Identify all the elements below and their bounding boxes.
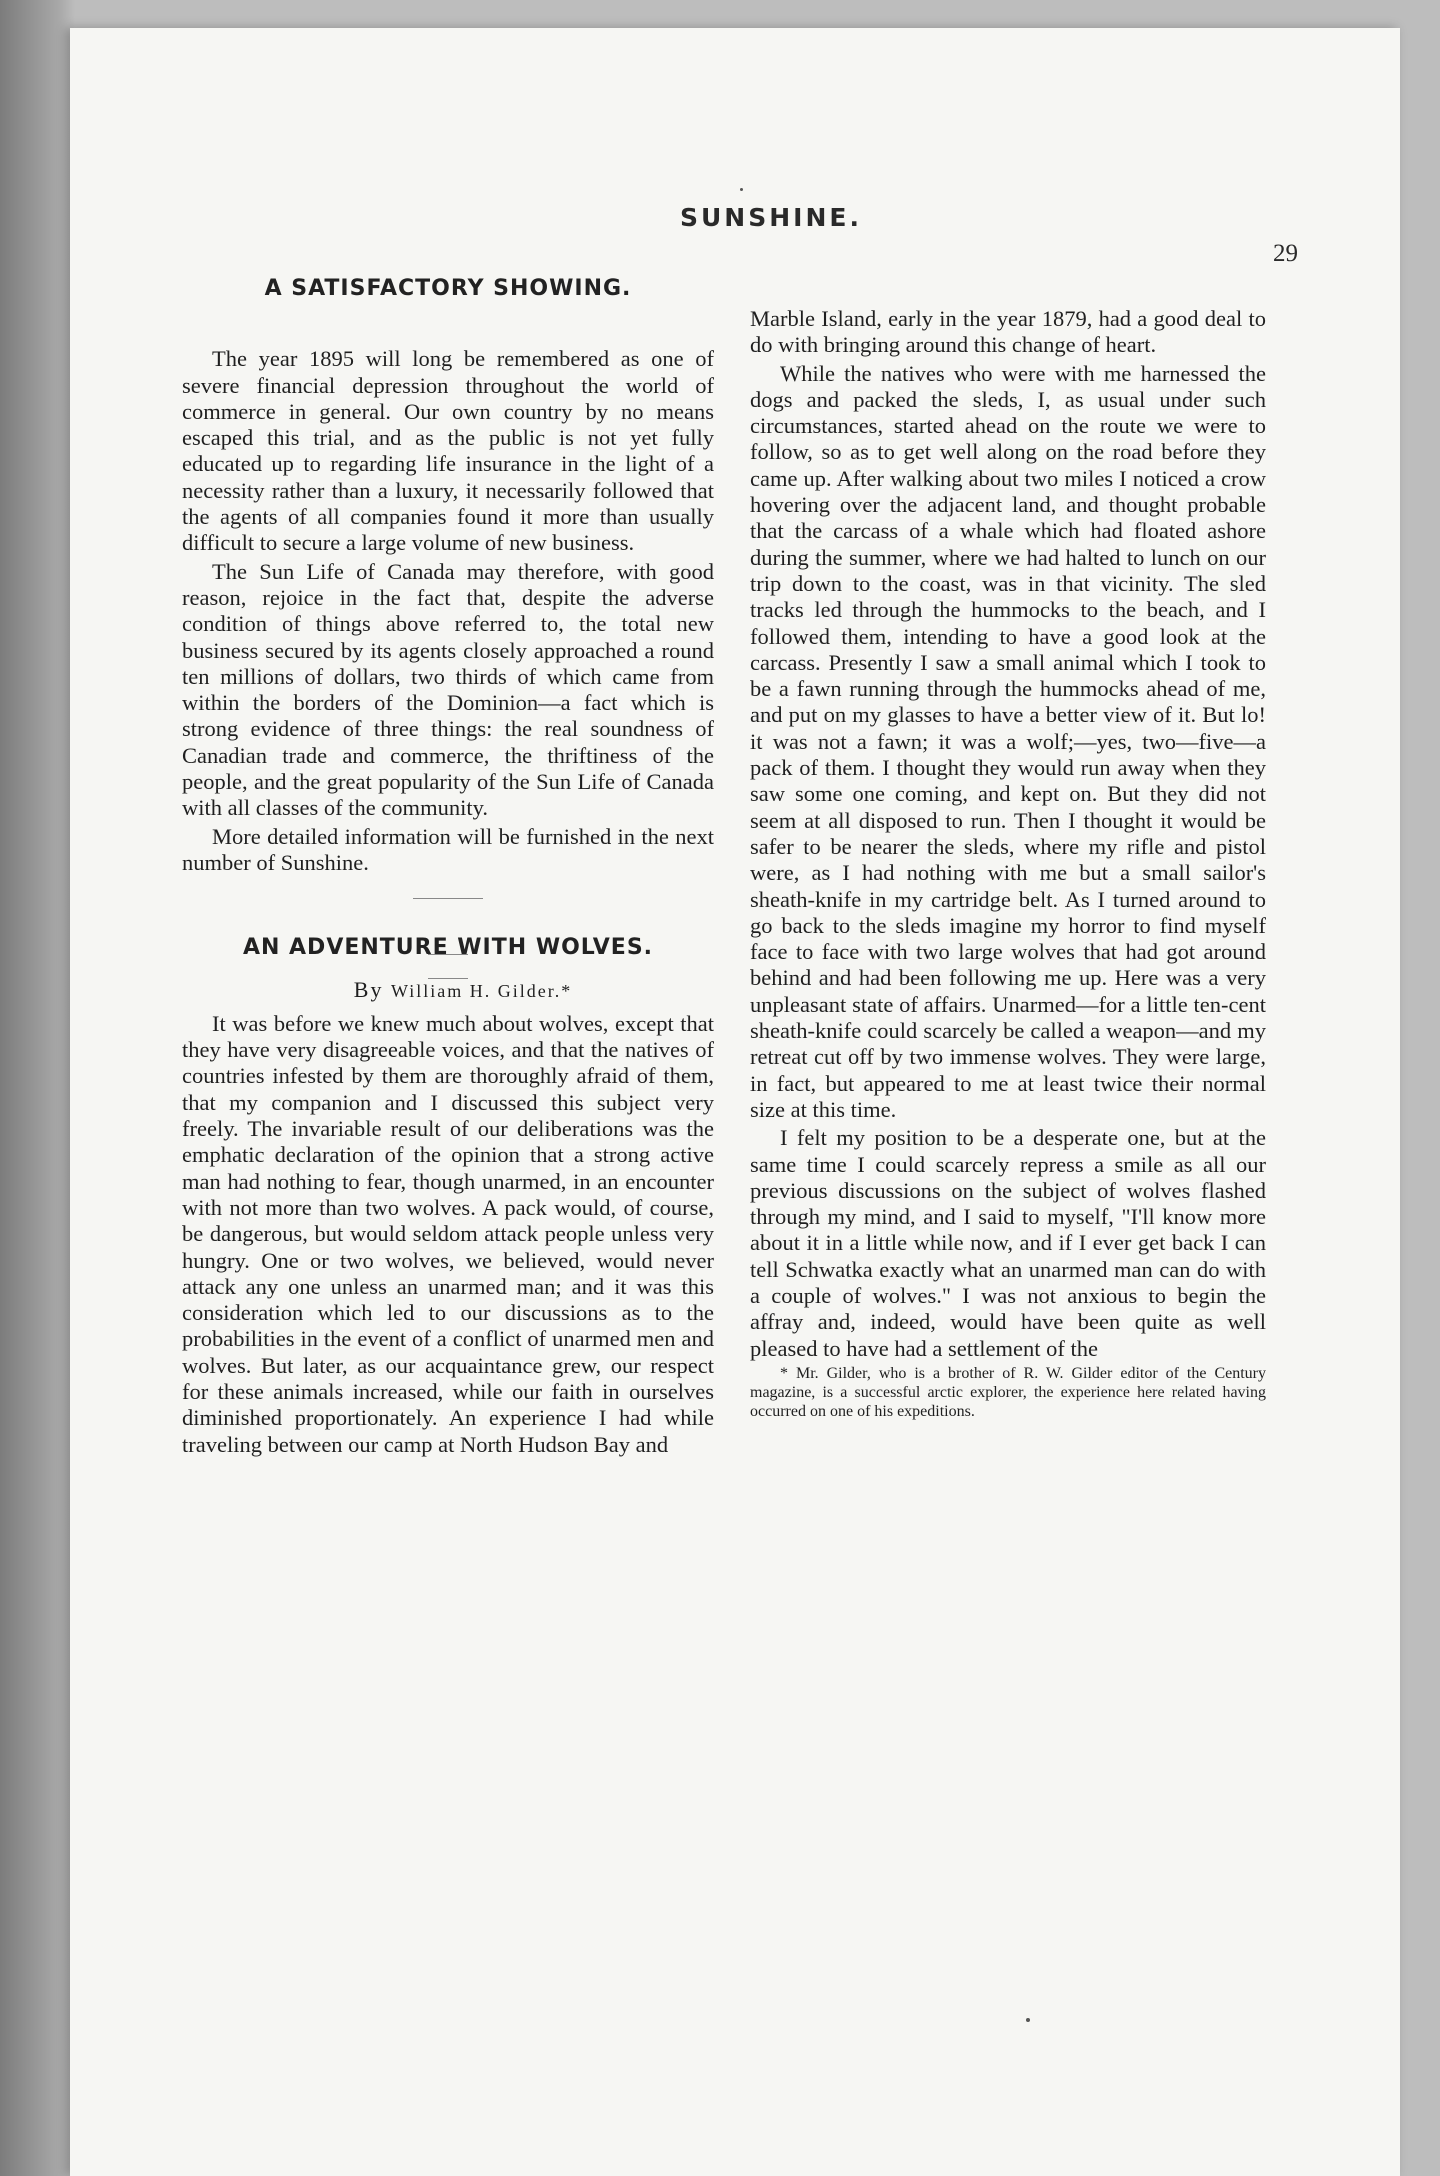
article2-paragraph-1: It was before we knew much about wolves, except that they have very disagreeable voices, and that the natives of countries infested by them are thoroughly afraid of them, that my companion and I discussed this subject very freely. The invariable result of our deliberations was the emphatic declaration of the opinion that a strong active man had nothing to fear, though unarmed, in an encounter with not more than two wolves. A pack would, of course, be dangerous, but would seldom attack people unless very hungry. One or two wolves, we believed, would never attack any one unless an unarmed man; and it was this consideration which led to our discussions as to the probabilities in the event of a conflict of unarmed men and wolves. But later, as our acquaintance grew, our respect for these animals increased, while our faith in ourselves diminished proportionately. An experience I had while traveling between our camp at North Hudson Bay and xyxy=(182,1010,714,1457)
page-number: 29 xyxy=(1273,240,1298,267)
left-column xyxy=(182,276,714,1458)
article-title-satisfactory-showing: A SATISFACTORY SHOWING. xyxy=(264,276,632,301)
scan-speck xyxy=(1026,2018,1030,2022)
scan-speck xyxy=(740,188,743,191)
article-title-adventure-with-wolves: AN ADVENTURE WITH WOLVES. xyxy=(242,935,654,961)
article1-paragraph-3: More detailed information will be furnished in the next number of Sunshine. xyxy=(182,823,714,875)
byline xyxy=(182,977,714,1004)
article2-continuation: Marble Island, early in the year 1879, had a good deal to do with bringing around this change of heart. xyxy=(750,306,1266,358)
running-title: SUNSHINE. xyxy=(680,203,862,232)
byline-author: William H. Gilder.* xyxy=(390,980,573,1001)
section-divider xyxy=(413,898,483,899)
article1-paragraph-2: The Sun Life of Canada may therefore, with good reason, rejoice in the fact that, despite the adverse condition of things above referred to, the total new business secured by its agents closely approached a round ten millions of dollars, two thirds of which came from within the borders of the Dominion—a fact which is strong evidence of three things: the real soundness of Canadian trade and commerce, the thriftiness of the people, and the great popularity of the Sun Life of Canada with all classes of the community. xyxy=(182,558,714,821)
article2-paragraph-3: I felt my position to be a desperate one, but at the same time I could scarcely repress a smile as all our previous discussions on the subject of wolves flashed through my mind, and I said to myself, "I'll know more about it in a little while now, and if I ever get back I can tell Schwatka exactly what an unarmed man can do with a couple of wolves." I was not anxious to begin the affray and, indeed, would have been quite as well pleased to have had a settlement of the xyxy=(750,1125,1266,1361)
article1-paragraph-1: The year 1895 will long be remembered as one of severe financial depression throughout the world of commerce in general. Our own country by no means escaped this trial, and as the public is not yet fully educated up to regarding life insurance in the light of a necessity rather than a luxury, it necessarily followed that the agents of all companies found it more than usually difficult to secure a large volume of new business. xyxy=(182,346,714,556)
footnote: * Mr. Gilder, who is a brother of R. W. Gilder editor of the Century magazine, is a successful arctic explorer, the experience here related having occurred on one of his expeditions. xyxy=(750,1364,1266,1420)
right-column xyxy=(750,306,1266,1421)
byline-by: By xyxy=(353,976,384,1002)
document-page xyxy=(70,28,1400,2176)
article2-paragraph-2: While the natives who were with me harnessed the dogs and packed the sleds, I, as usual under such circumstances, started ahead on the route we were to follow, so as to get well along on the road before they came up. After walking about two miles I noticed a crow hovering over the adjacent land, and thought probable that the carcass of a whale which had floated ashore during the summer, where we had halted to lunch on our trip down to the coast, was in that vicinity. The sled tracks led through the hummocks to the beach, and I followed them, intending to have a good look at the carcass. Presently I saw a small animal which I took to be a fawn running through the hummocks ahead of me, and put on my glasses to have a better view of it. But lo! it was not a fawn; it was a wolf;—yes, two—five—a pack of them. I thought they would run away when they saw some one coming, and kept on. But they did not seem at all disposed to run. Then I thought it would be safer to be nearer the sleds, where my rifle and pistol were, as I had nothing with me but a small sailor's sheath-knife in my cartridge belt. As I turned around to go back to the sleds imagine my horror to find myself face to face with two large wolves that had got around behind and had been following me up. Here was a very unpleasant state of affairs. Unarmed—for a little ten-cent sheath-knife could scarcely be called a weapon—and my retreat cut off by two immense wolves. They were large, in fact, but appeared to me at least twice their normal size at this time. xyxy=(750,360,1266,1122)
